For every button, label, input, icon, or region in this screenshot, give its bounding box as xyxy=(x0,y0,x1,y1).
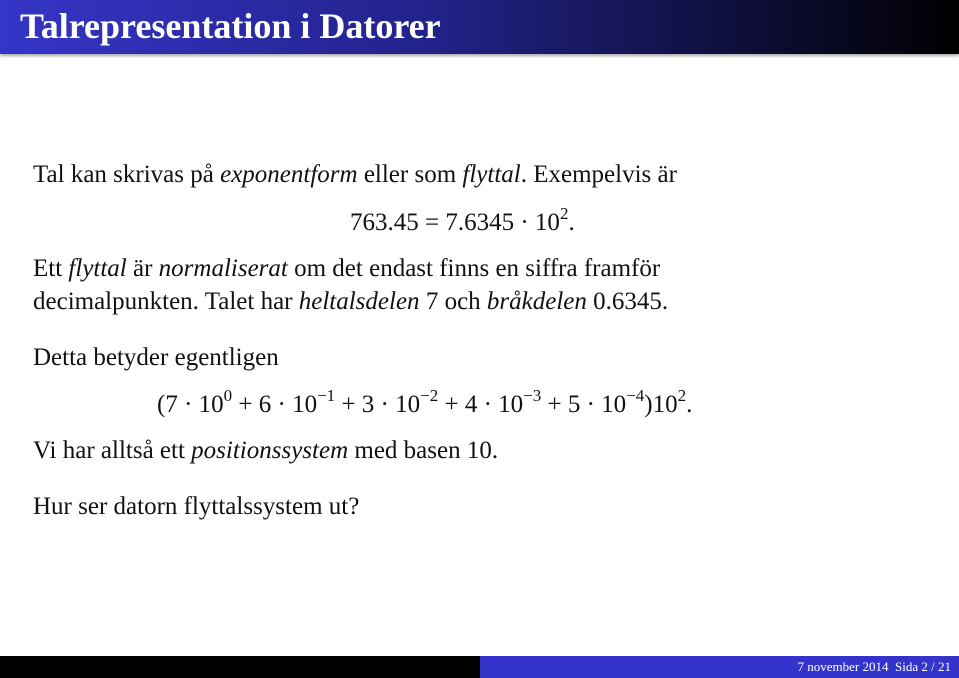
eq-exponent: 0 xyxy=(223,385,233,405)
text: om det endast finns en siffra framför xyxy=(287,255,661,282)
eq-text: . xyxy=(686,391,693,418)
text: . Exempelvis är xyxy=(520,161,677,188)
page-number: Sida 2 / 21 xyxy=(895,659,951,674)
detta-line: Detta betyder egentligen xyxy=(33,344,279,371)
slide-footer xyxy=(0,656,959,678)
text: decimalpunkten. Talet har xyxy=(33,288,299,315)
eq-exponent: −2 xyxy=(420,385,439,405)
text: Vi har alltså ett xyxy=(33,437,192,464)
text: eller som xyxy=(357,161,463,188)
slide-header xyxy=(0,0,959,54)
eq-text: 763.45 = 7.6345 · 10 xyxy=(350,209,560,236)
text: 7 och xyxy=(419,288,487,315)
eq-exponent: −1 xyxy=(317,385,336,405)
eq-text: + 4 · 10 xyxy=(438,391,524,418)
eq-text: + 3 · 10 xyxy=(335,391,421,418)
term-heltalsdelen: heltalsdelen xyxy=(298,288,420,315)
normalized-line xyxy=(33,254,660,284)
eq-text: . xyxy=(568,209,575,236)
eq-text: + 6 · 10 xyxy=(232,391,318,418)
question-line: Hur ser datorn flyttalssystem ut? xyxy=(33,493,360,520)
text: är xyxy=(126,255,159,282)
footer-date: 7 november 2014 xyxy=(797,659,889,674)
text: Tal kan skrivas på xyxy=(33,161,221,188)
equation-example xyxy=(350,203,575,238)
term-normaliserat: normaliserat xyxy=(158,255,288,282)
eq-exponent: 2 xyxy=(677,385,687,405)
term-positionssystem: positionssystem xyxy=(191,437,349,464)
text: med basen 10. xyxy=(348,437,499,464)
footer-left-bar xyxy=(0,656,480,678)
term-flyttal: flyttal xyxy=(68,255,127,282)
eq-exponent: 2 xyxy=(559,203,569,223)
eq-exponent: −3 xyxy=(523,385,542,405)
intro-line xyxy=(33,160,677,190)
footer-right-bar xyxy=(480,656,959,678)
footer-info xyxy=(798,659,951,675)
positional-line xyxy=(33,436,498,466)
decimal-line xyxy=(33,287,668,317)
equation-expansion xyxy=(157,385,693,420)
text: 0.6345. xyxy=(586,288,669,315)
term-exponentform: exponentform xyxy=(220,161,358,188)
term-brakdelen: bråkdelen xyxy=(486,288,587,315)
eq-text: (7 · 10 xyxy=(157,391,224,418)
slide-title: Talrepresentation i Datorer xyxy=(20,6,441,46)
eq-text: + 5 · 10 xyxy=(541,391,627,418)
term-flyttal: flyttal xyxy=(462,161,521,188)
eq-text: )10 xyxy=(644,391,678,418)
eq-exponent: −4 xyxy=(626,385,645,405)
text: Ett xyxy=(33,255,69,282)
